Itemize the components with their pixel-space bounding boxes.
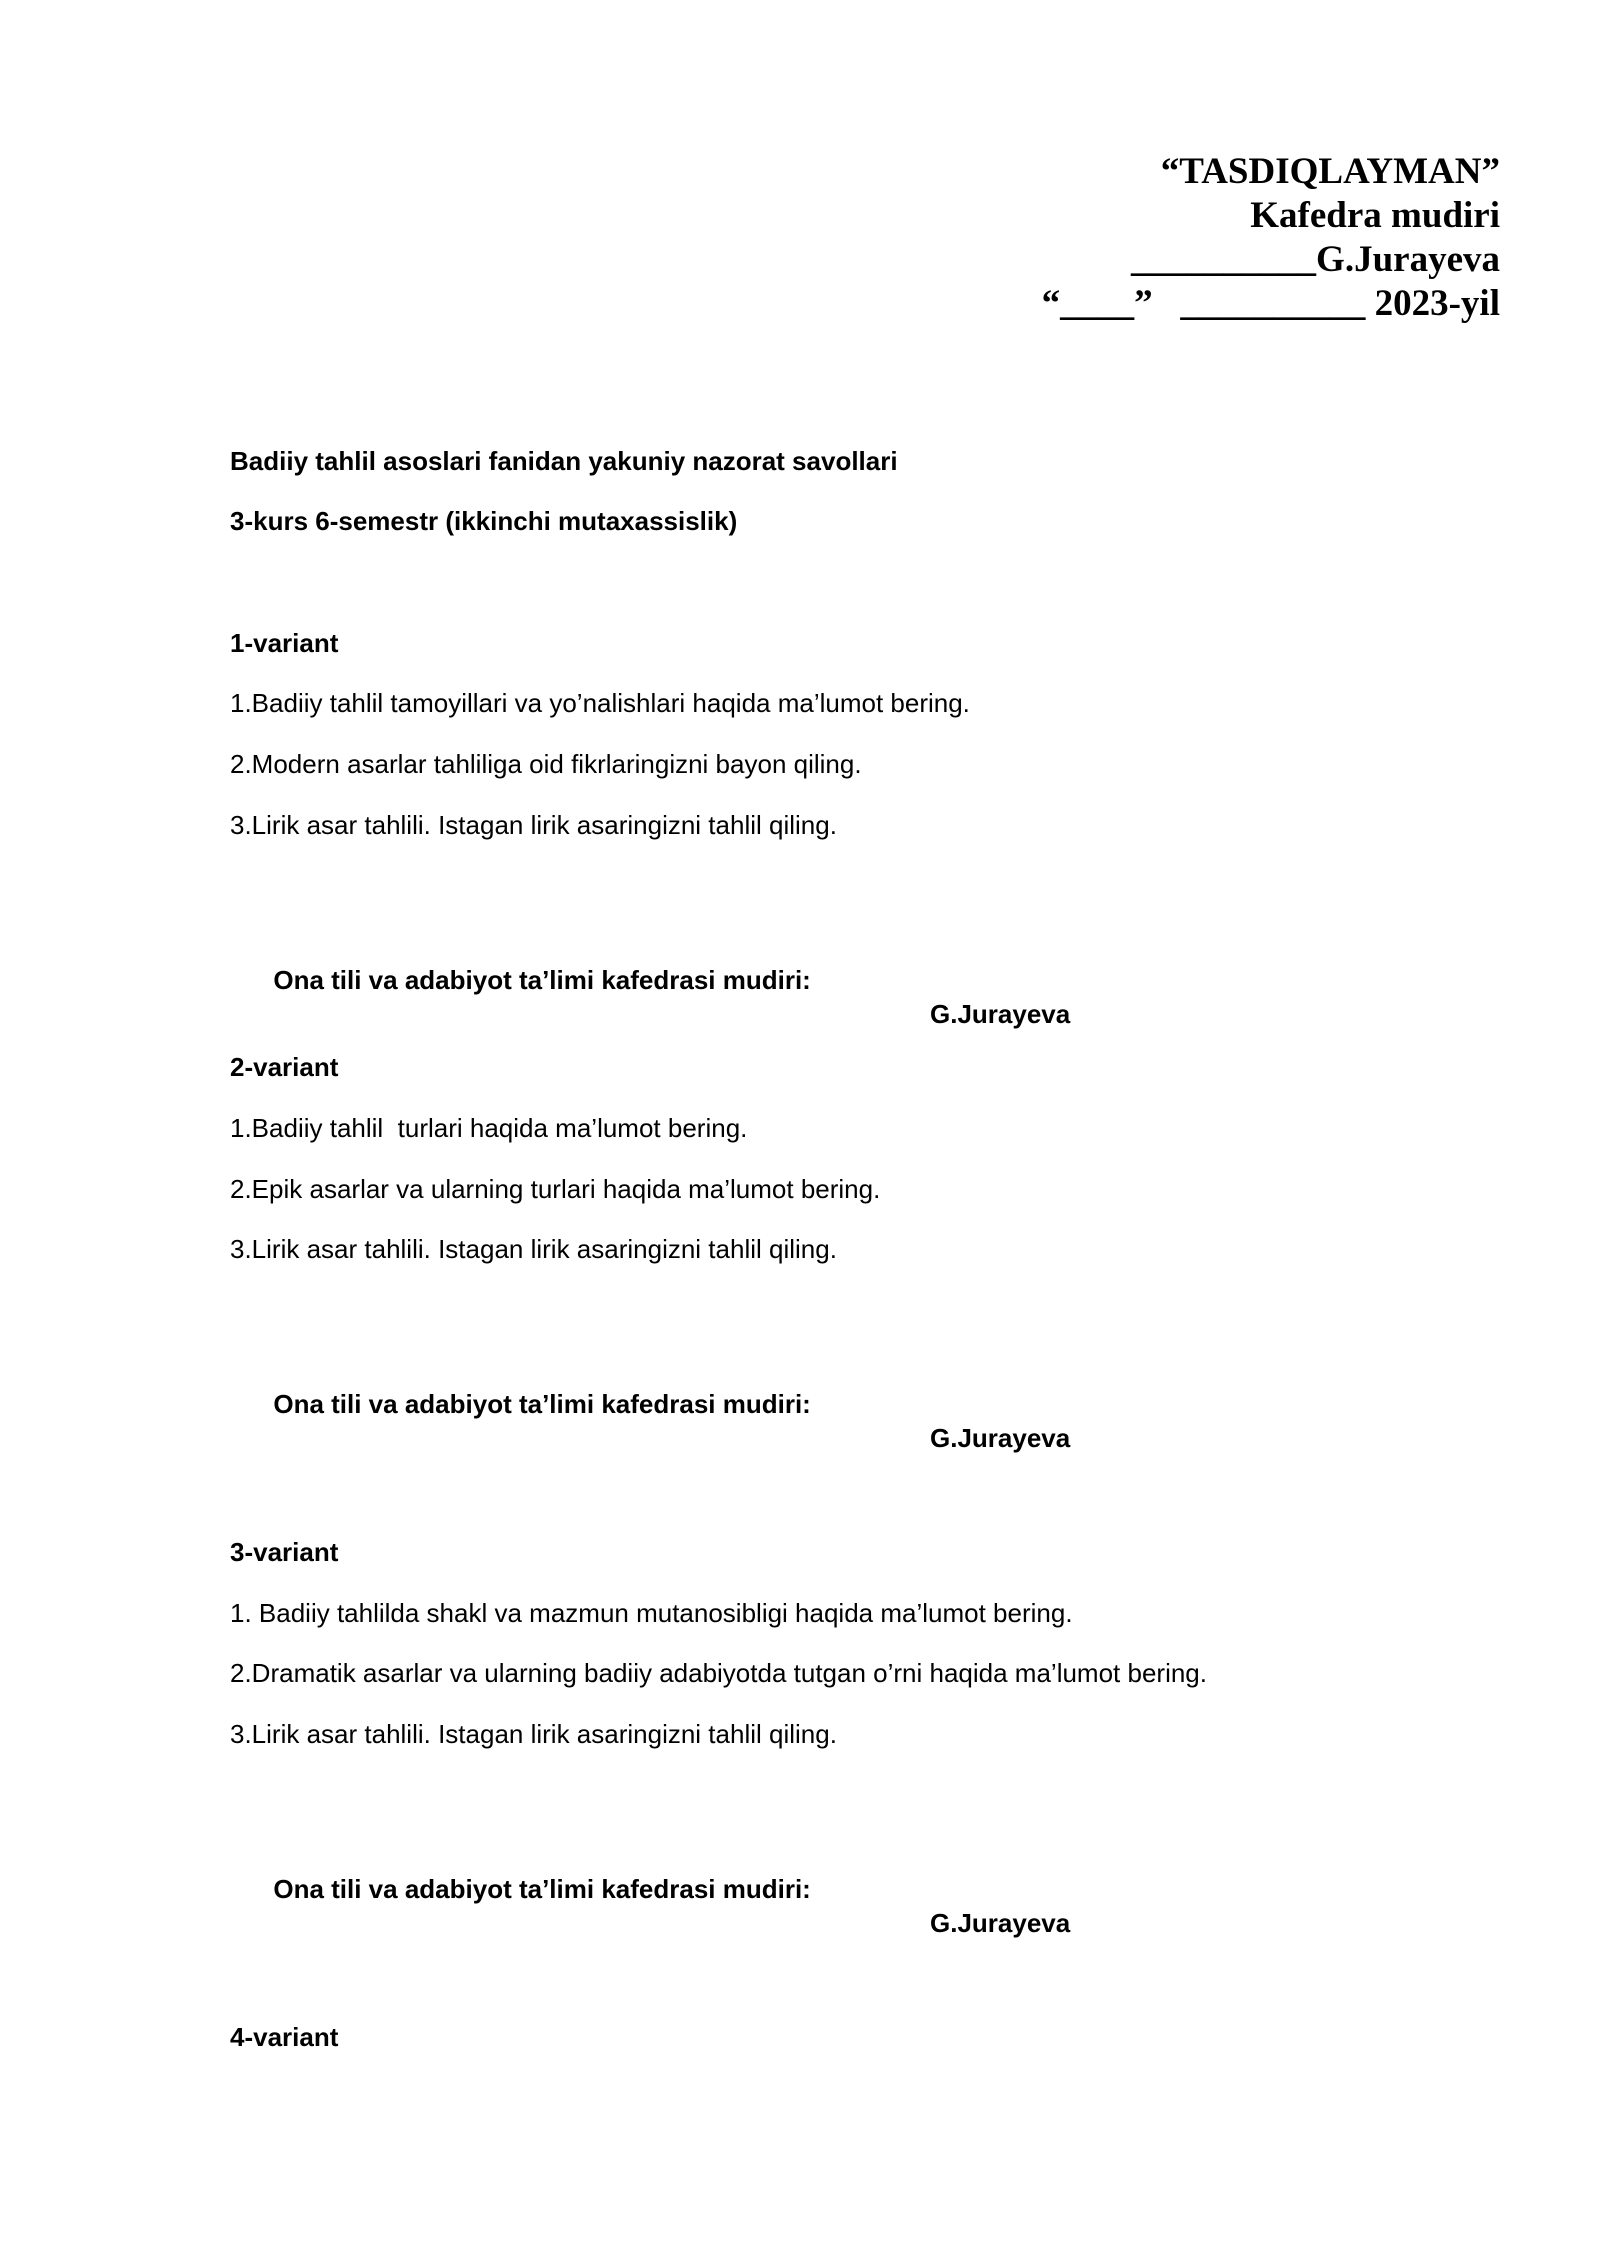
variant-title: 1-variant: [230, 628, 339, 658]
signature-row: [230, 1353, 1071, 1489]
variant-question: 1. Badiiy tahlilda shakl va mazmun mutanosibligi haqida ma’lumot bering.: [230, 1598, 1073, 1628]
signature-row: [230, 1838, 1071, 1974]
variant-question: 2.Dramatik asarlar va ularning badiiy adabiyotda tutgan o’rni haqida ma’lumot bering.: [230, 1658, 1207, 1688]
signature-label: Ona tili va adabiyot ta’limi kafedrasi mudiri:: [273, 1874, 811, 1904]
approval-title: “TASDIQLAYMAN”: [1160, 151, 1500, 192]
variant-question: 1.Badiiy tahlil turlari haqida ma’lumot bering.: [230, 1113, 748, 1143]
variant-question: 1.Badiiy tahlil tamoyillari va yo’nalishlari haqida ma’lumot bering.: [230, 688, 970, 718]
signature-name: G.Jurayeva: [930, 999, 1071, 1029]
variant-question: 3.Lirik asar tahlili. Istagan lirik asaringizni tahlil qiling.: [230, 810, 837, 840]
variant-title: 4-variant: [230, 2022, 339, 2052]
signature-row: [230, 929, 1071, 1065]
approval-date-line: “____” __________ 2023-yil: [1041, 283, 1500, 324]
variant-title: 2-variant: [230, 1052, 339, 1082]
document-subject: Badiiy tahlil asoslari fanidan yakuniy nazorat savollari: [230, 446, 898, 476]
approval-block: [1042, 150, 1500, 326]
variant-question: 3.Lirik asar tahlili. Istagan lirik asaringizni tahlil qiling.: [230, 1719, 837, 1749]
approval-signature-line: __________G.Jurayeva: [1131, 239, 1500, 280]
signature-label: Ona tili va adabiyot ta’limi kafedrasi mudiri:: [273, 965, 811, 995]
signature-name: G.Jurayeva: [930, 1423, 1071, 1453]
approval-position: Kafedra mudiri: [1250, 195, 1500, 236]
variant-title: 3-variant: [230, 1537, 339, 1567]
signature-label: Ona tili va adabiyot ta’limi kafedrasi mudiri:: [273, 1389, 811, 1419]
document-course: 3-kurs 6-semestr (ikkinchi mutaxassislik): [230, 506, 738, 536]
variant-question: 3.Lirik asar tahlili. Istagan lirik asaringizni tahlil qiling.: [230, 1234, 837, 1264]
variant-question: 2.Epik asarlar va ularning turlari haqida ma’lumot bering.: [230, 1174, 881, 1204]
variant-question: 2.Modern asarlar tahliliga oid fikrlaringizni bayon qiling.: [230, 749, 862, 779]
signature-name: G.Jurayeva: [930, 1908, 1071, 1938]
